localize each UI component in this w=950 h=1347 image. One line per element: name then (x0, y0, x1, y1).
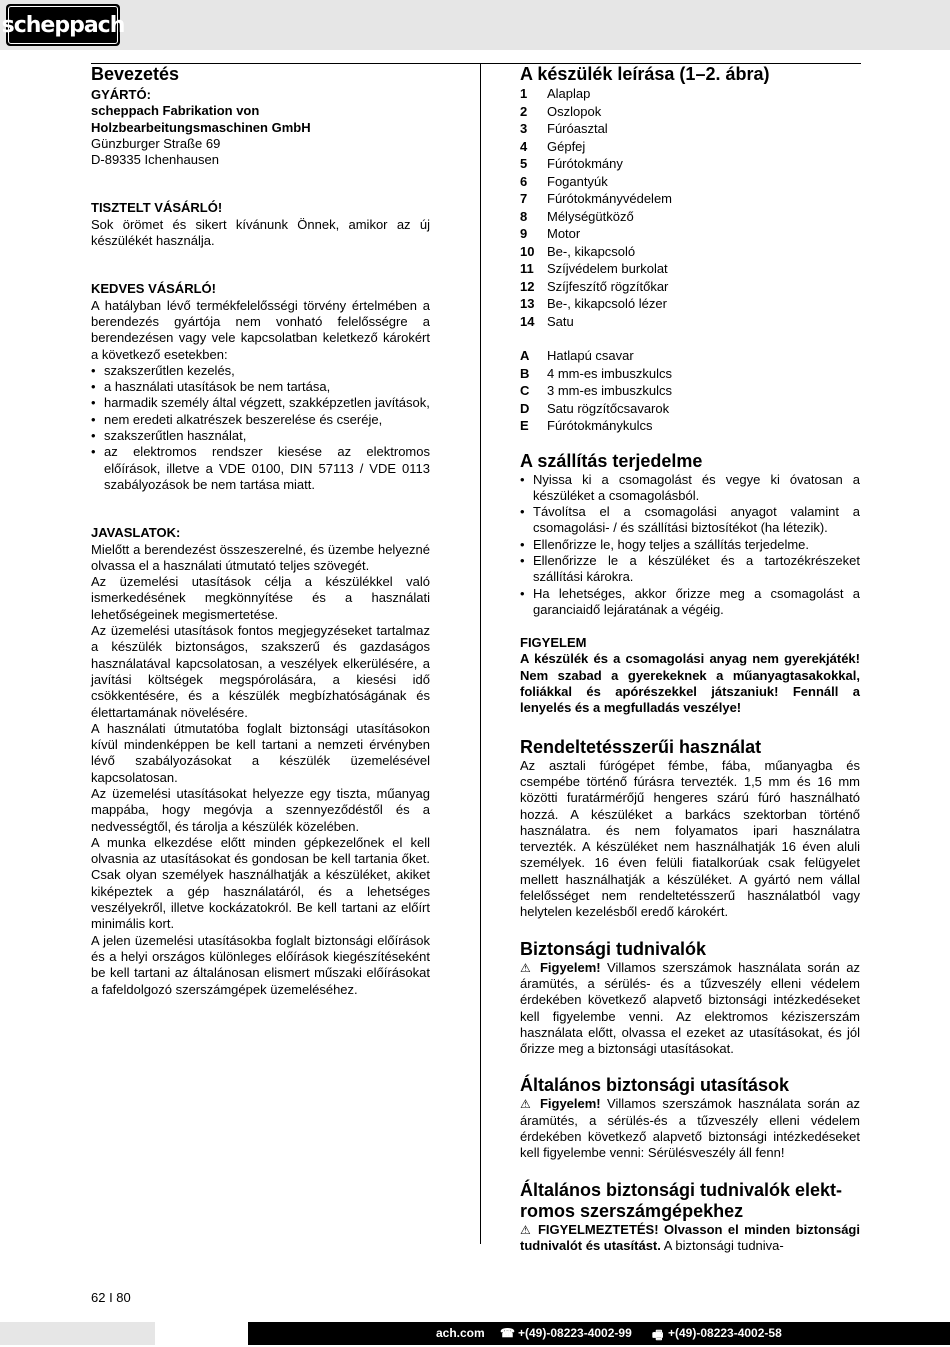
part-number: 6 (520, 173, 528, 189)
general-safety-text (520, 1096, 860, 1161)
attention-label: FIGYELEM (520, 635, 587, 651)
part-label: Satu (547, 313, 574, 329)
warning-label: Figyelem! (539, 1096, 601, 1112)
header-band (0, 0, 950, 50)
part-label: Fúrótokmányvédelem (547, 191, 672, 206)
list-item (520, 208, 860, 226)
recommendation-paragraph: Az üzemelési utasítások fontos megjegyzéseket tartalmaz a készülék biztonságos, szakszerű és gazdaságos használatával kapcsolatosan, a veszélyek elkerülésére, a javítási költségek megspórolására, a kiesési idő csökkentésére, és a készülék megbízhatóságának és élettartamának növelésére. (91, 623, 430, 720)
part-number: 12 (520, 278, 535, 294)
recommendation-paragraph: Mielőtt a berendezést összeszerelné, és üzembe helyezné olvassa el a használati útmutató teljes szövegét. (91, 541, 430, 573)
part-label: 4 mm-es imbuszkulcs (547, 365, 672, 381)
list-item: • a használati utasítások be nem tartása, (91, 379, 430, 395)
right-column (520, 64, 860, 1254)
part-number: 5 (520, 156, 528, 171)
company-name-line1: scheppach Fabrikation von (91, 103, 260, 119)
list-item: • nem eredeti alkatrészek beszerelése és cseréje, (91, 412, 430, 428)
parts-list (520, 85, 860, 330)
dear-customer-label: TISZTELT VÁSÁRLÓ! (91, 200, 223, 216)
address-city: D-89335 Ichenhausen (91, 152, 219, 168)
intended-use-text: Az asztali fúrógépet fémbe, fába, műanyagba és csempébe történő fúrásra tervezték. 1,5 mm és 16 mm közötti furatármérőjű hengeres szárú fúró használható hozzá. A készüléket a barkács szektorban történő használatra. és nem folyamatos ipari használatra tervezték. A készüléket nem használhatják 16 éven aluli személyek. 16 éven felüli fiatalkorúak csak felügyelet mellett használhatják a készüléket. A gyártó nem vállal felelősséget nem rendeltetésszerű használatból vagy helytelen kezelésből eredő károkért. (520, 757, 860, 920)
list-item: • Ha lehetséges, akkor őrizze meg a csomagolást a garanciaidő lejáratának a végéig. (520, 586, 860, 619)
part-label: Oszlopok (547, 103, 602, 119)
list-item (520, 243, 860, 261)
page-number: 62 I 80 (91, 1290, 131, 1305)
section-title-description: A készülék leírása (1–2. ábra) (520, 64, 770, 84)
section-title-scope: A szállítás terjedelme (520, 450, 703, 471)
part-number: 10 (520, 243, 535, 259)
section-title-general-safety: Általános biztonsági utasítások (520, 1075, 790, 1096)
part-label: Fúrótokmánykulcs (547, 418, 653, 433)
safety-body: Villamos szerszámok használata során az áramütés, a sérülés- és a tűzveszély elleni védelem érdekében következő alapvető biztonsági intézkedéseket kell figyelembe venni. Az elektromos kéziszerszám használata előtt, olvassa el ezeket az utasításokat, és jól őrizze meg a biztonsági utasításokat. (520, 959, 860, 1057)
accessories-list (520, 347, 860, 435)
part-label: Hatlapú csavar (547, 348, 634, 363)
recommendation-paragraph: Az üzemelési utasítások célja a készülékkel való ismerkedésének megkönnyítése és a használati lehetőségeinek megismertetése. (91, 574, 430, 622)
scope-list (520, 472, 860, 619)
footer-website: ach.com (436, 1326, 485, 1340)
warning-icon: ⚠ (520, 1222, 533, 1237)
part-letter: A (520, 348, 530, 363)
footer-band (248, 1322, 950, 1345)
list-item (520, 382, 860, 400)
part-label: Motor (547, 226, 581, 241)
list-item (520, 225, 860, 243)
section-title-electric-tools (520, 1180, 860, 1222)
part-letter: B (520, 365, 530, 381)
electric-body: A biztonsági tudniva- (660, 1237, 784, 1253)
part-label: Gépfej (547, 138, 586, 154)
list-item (520, 173, 860, 191)
section-title-safety: Biztonsági tudnivalók (520, 938, 707, 959)
list-item (520, 347, 860, 365)
title-line: romos szerszámgépekhez (520, 1200, 744, 1221)
part-label: Alaplap (547, 86, 591, 101)
attention-text: A készülék és a csomagolási anyag nem gyerekjáték! Nem szabad a gyerekeknek a műanyagtasakokkal, foliákkal és apórészekkel játszaniuk! Fennáll a lenyelés és a megfulladás veszélye! (520, 651, 860, 716)
section-title-introduction: Bevezetés (91, 64, 180, 84)
part-label: 3 mm-es imbuszkulcs (547, 383, 672, 398)
title-line: Általános biztonsági tudnivalók elekt- (520, 1179, 843, 1200)
recommendation-paragraph: Az üzemelési utasításokat helyezze egy tiszta, műanyag mappába, hogy megóvja a szennyeződéstől és a nedvességtől, és tárolja a készülék közelében. (91, 785, 430, 834)
warning-label: Figyelem! (539, 959, 601, 975)
part-letter: D (520, 400, 530, 416)
part-letter: E (520, 418, 529, 433)
company-name-line2: Holzbearbeitungsmaschinen GmbH (91, 119, 311, 135)
part-label: Fúrótokmány (547, 156, 623, 171)
part-number: 13 (520, 296, 535, 311)
list-item: • Távolítsa el a csomagolási anyagot valamint a csomagolási- / és szállítási biztosítékot (ha létezik). (520, 504, 860, 537)
warning-icon: ⚠ (520, 1097, 534, 1112)
safety-text (520, 960, 860, 1058)
part-letter: C (520, 383, 530, 398)
footer-phone: +(49)-08223-4002-99 (518, 1326, 632, 1340)
general-safety-body: Villamos szerszámok használata során az áramütés, a sérülés-és a tűzveszély elleni védelem érdekében következő alapvető biztonsági intézkedéseket kell figyelembe venni: Sérülésveszély áll fenn! (520, 1096, 860, 1161)
phone-icon: ☎ (500, 1326, 515, 1340)
part-number: 3 (520, 121, 528, 136)
part-label: Be-, kikapcsoló lézer (547, 296, 667, 311)
list-item (520, 85, 860, 103)
footer-fax: +(49)-08223-4002-58 (668, 1326, 782, 1340)
part-label: Fúróasztal (547, 121, 608, 136)
part-number: 7 (520, 191, 528, 206)
list-item: • Ellenőrizze le a készüléket és a tartozékrészeket szállítási károkra. (520, 553, 860, 586)
part-number: 1 (520, 86, 528, 101)
part-number: 8 (520, 208, 528, 224)
left-column (91, 64, 430, 998)
column-divider (480, 64, 481, 1244)
list-item (520, 278, 860, 296)
list-item: • szakszerűtlen használat, (91, 428, 430, 444)
list-item: • harmadik személy által végzett, szakképzetlen javítások, (91, 395, 430, 411)
brand-logo-text: scheppach (8, 6, 118, 44)
list-item (520, 400, 860, 418)
list-item: • Ellenőrizze le, hogy teljes a szállítás terjedelme. (520, 537, 860, 553)
recommendations-label: JAVASLATOK: (91, 525, 181, 541)
list-item (520, 313, 860, 331)
part-label: Satu rögzítőcsavarok (547, 400, 670, 416)
list-item (520, 295, 860, 313)
address-street: Günzburger Straße 69 (91, 135, 221, 151)
list-item (520, 417, 860, 435)
list-item (520, 103, 860, 121)
part-number: 14 (520, 313, 535, 329)
list-item (520, 155, 860, 173)
liability-text: A hatályban lévő termékfelelősségi törvény értelmében a berendezés gyártója nem vonható felelősségre a berendezésen vagy vele kapcsolatban keletkező károkért a következő esetekben: (91, 297, 430, 362)
warning-icon: ⚠ (520, 960, 534, 975)
manufacturer-label: GYÁRTÓ: (91, 87, 151, 102)
list-item: • szakszerűtlen kezelés, (91, 363, 430, 379)
dear-customer-text: Sok örömet és sikert kívánunk Önnek, amikor az új készülékét használja. (91, 216, 430, 249)
footer-band-grey (0, 1322, 155, 1345)
part-label: Fogantyúk (547, 173, 608, 189)
brand-logo (1, 4, 125, 46)
recommendation-paragraph: A jelen üzemelési utasításokba foglalt biztonsági előírások és a helyi országos különleges előírások kiegészítéseként be kell tartani az általánosan elismert műszaki előírásokat a fafeldolgozó szerszámgépek üzemeléséhez. (91, 932, 430, 997)
list-item (520, 120, 860, 138)
section-title-intended-use: Rendeltetésszerűi használat (520, 736, 762, 757)
recommendation-paragraph: A használati útmutatóba foglalt biztonsági utasításokon kívül mindenképpen be kell tartani a nemzeti érvényben lévő szabályozásokat a készülék üzemelésével kapcsolatosan. (91, 720, 430, 785)
fax-icon: 🖷 (652, 1328, 664, 1342)
liability-list (91, 363, 430, 493)
list-item (520, 260, 860, 278)
kedves-label: KEDVES VÁSÁRLÓ! (91, 281, 216, 297)
list-item (520, 365, 860, 383)
list-item (520, 190, 860, 208)
part-label: Szíjvédelem burkolat (547, 261, 668, 276)
part-number: 4 (520, 138, 528, 154)
list-item (520, 138, 860, 156)
part-label: Mélységütköző (547, 208, 634, 224)
electric-tools-text (520, 1222, 860, 1255)
part-label: Be-, kikapcsoló (547, 243, 636, 259)
part-number: 11 (520, 261, 534, 276)
list-item: • Nyissa ki a csomagolást és vegye ki óvatosan a készüléket a csomagolásból. (520, 472, 860, 505)
list-item: • az elektromos rendszer kiesése az elektromos előírások, illetve a VDE 0100, DIN 57113 / VDE 0113 szabályozások be nem tartása miatt. (91, 444, 430, 493)
warning-label: FIGYELMEZTETÉS! Olvasson el minden biztonsági tudnivalót és utasítást. (520, 1221, 860, 1253)
part-number: 9 (520, 226, 528, 241)
part-number: 2 (520, 103, 528, 119)
part-label: Szíjfeszítő rögzítőkar (547, 278, 669, 294)
recommendation-paragraph: A munka elkezdése előtt minden gépkezelőnek el kell olvasnia az utasításokat és gondosan be kell tartania őket. Csak olyan személyek használhatják a készüléket, akiket kiképeztek a gép használatáról, és a lehetséges veszélyekről, illetve kockázatokról. Be kell tartani az előírt minimális kort. (91, 834, 430, 932)
